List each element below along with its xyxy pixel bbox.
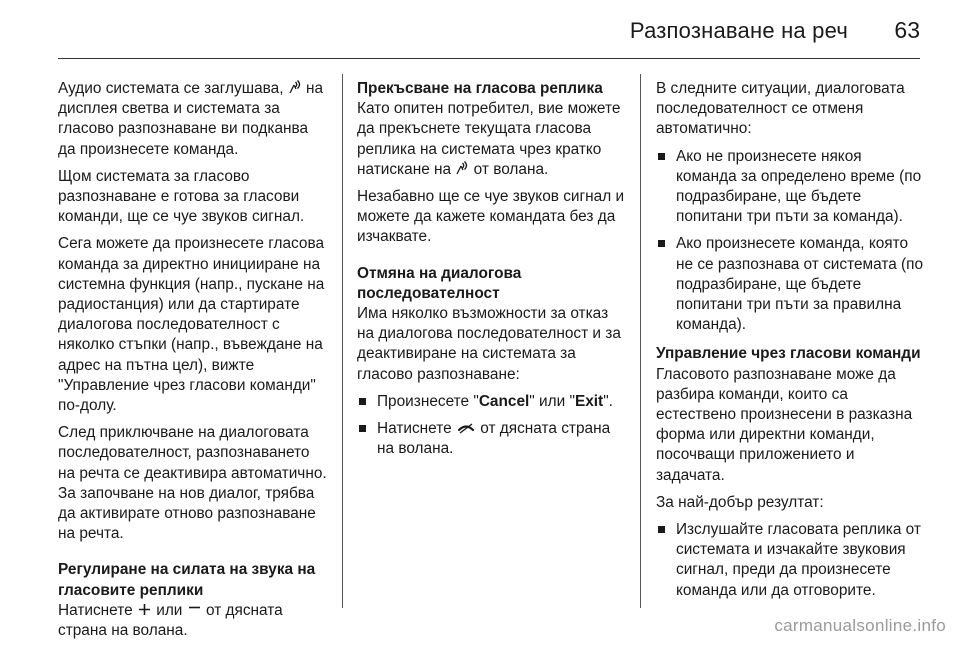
paragraph: Незабавно ще се чуе звуков сигнал и можете да кажете командата без да изчаквате.	[357, 188, 625, 246]
paragraph: Щом системата за гласово разпознаване е готова за гласови команди, ще се чуе звуков сигнал.	[58, 167, 305, 226]
list-item: Натиснете от дясната страна на волана.	[357, 419, 627, 459]
column-divider	[640, 74, 641, 608]
list-item: Изслушайте гласовата реплика от системата и изчакайте звуковия сигнал, преди да произнесете команда или да отговорите.	[656, 520, 926, 601]
minus-icon	[188, 603, 201, 616]
paragraph: Аудио системата се заглушава, на дисплея светва и системата за гласово разпознаване ви подканва да произнесете команда.	[58, 80, 324, 158]
bullet-icon	[658, 153, 665, 160]
list-item: Ако произнесете команда, която не се разпознава от системата (по подразбиране, ще бъдете попитани три пъти за правилна команда).	[656, 234, 926, 335]
section-heading: Прекъсване на гласова реплика	[357, 80, 603, 97]
column-1	[58, 79, 328, 648]
paragraph: В следните ситуации, диалоговата последователност се отменя автоматично:	[656, 80, 905, 138]
end-call-icon	[457, 422, 475, 434]
page-number: 63	[894, 17, 920, 43]
paragraph: След приключване на диалоговата последователност, разпознаването на речта се деактивира автоматично. За започване на нов диалог, трябва да активирате отново разпознаване на речта.	[58, 424, 327, 543]
bullet-icon	[658, 240, 665, 247]
paragraph: Натиснете или от дясната страна на волана.	[58, 601, 283, 640]
paragraph: Гласовото разпознаване може да разбира команди, които са естествено произнесени в разказна форма или директни команди, посочващи приложението и задачата.	[656, 365, 913, 484]
section-title: Разпознаване на реч	[629, 18, 848, 43]
paragraph: Като опитен потребител, вие можете да прекъснете текущата гласова реплика на системата чрез кратко натискане на от волана.	[357, 100, 621, 178]
voice-command-icon	[289, 80, 301, 94]
bullet-list	[656, 520, 926, 601]
header-rule	[58, 58, 920, 59]
section-heading: Отмяна на диалогова последователност	[357, 264, 522, 302]
paragraph: Сега можете да произнесете гласова команда за директно иницииране на системна функция (напр., пускане на радиостанция) или да стартирате диалогова последователност с няколко стъпки (напр., въвеждане на адрес на пътна цел), вижте "Управление чрез гласови команди" по-долу.	[58, 235, 325, 415]
list-item: Произнесете "Cancel" или "Exit".	[357, 392, 627, 412]
bullet-icon	[359, 425, 366, 432]
section-heading: Регулиране на силата на звука на гласовите реплики	[58, 561, 316, 599]
list-item: Ако не произнесете някоя команда за определено време (по подразбиране, ще бъдете попитани три пъти за команда).	[656, 147, 926, 228]
column-3	[656, 79, 926, 608]
bullet-list	[357, 392, 627, 460]
section-heading: Управление чрез гласови команди	[656, 345, 921, 363]
voice-command-icon	[456, 161, 468, 175]
column-2	[357, 79, 627, 466]
column-divider	[342, 74, 343, 608]
watermark: carmanualsonline.info	[774, 616, 946, 635]
plus-icon	[138, 603, 151, 616]
paragraph: За най-добър резултат:	[656, 493, 824, 511]
bullet-icon	[658, 526, 665, 533]
paragraph: Има няколко възможности за отказ на диалогова последователност и за деактивиране на системата за гласово разпознаване:	[357, 305, 621, 383]
bullet-list	[656, 147, 926, 336]
page-header	[0, 0, 960, 60]
bullet-icon	[359, 398, 366, 405]
